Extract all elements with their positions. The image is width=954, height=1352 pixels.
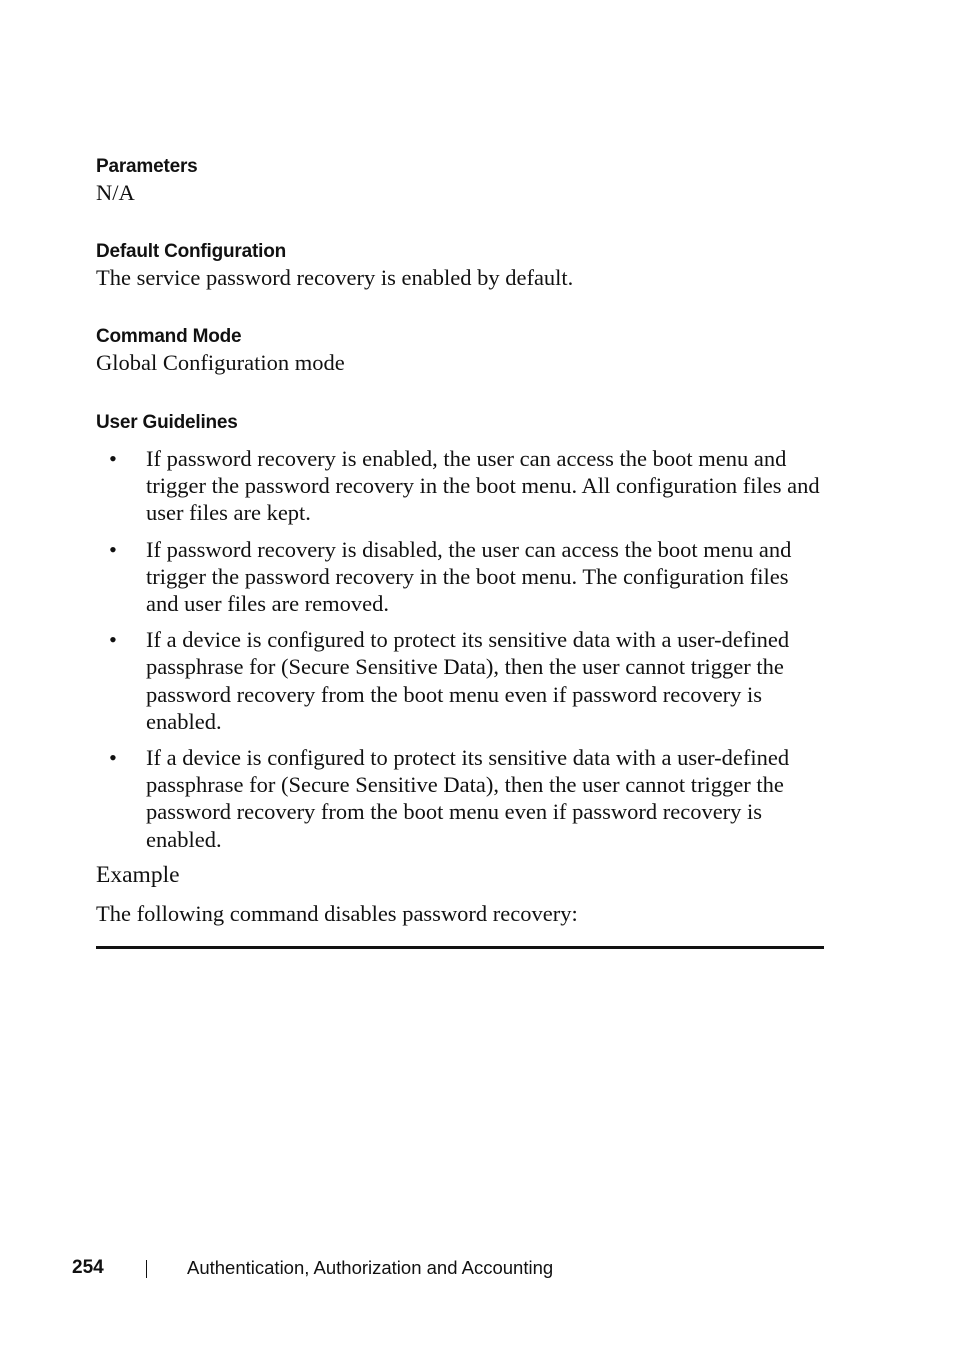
list-item-line: password recovery from the boot menu even if password recovery is xyxy=(146,681,763,707)
list-item-line: trigger the password recovery in the boot menu. All configuration files and xyxy=(146,473,820,499)
list-item-line: If password recovery is disabled, the user can access the boot menu and xyxy=(146,536,792,562)
list-item-line: If a device is configured to protect its sensitive data with a user-defined xyxy=(146,627,790,653)
example-divider xyxy=(96,946,824,949)
bullet-icon: • xyxy=(109,627,117,653)
list-item-line: and user files are removed. xyxy=(146,591,390,617)
list-item xyxy=(96,744,836,853)
user-guidelines-list xyxy=(96,445,836,862)
list-item-line: If a device is configured to protect its sensitive data with a user-defined xyxy=(146,745,790,771)
list-item xyxy=(96,626,836,735)
list-item-line: If password recovery is enabled, the user can access the boot menu and xyxy=(146,446,787,471)
bullet-icon: • xyxy=(109,745,117,771)
chapter-title: Authentication, Authorization and Accounting xyxy=(187,1257,554,1278)
list-item xyxy=(96,536,836,618)
parameters-text: N/A xyxy=(96,180,135,205)
command-mode-text: Global Configuration mode xyxy=(96,350,345,375)
default-configuration-text: The service password recovery is enabled by default. xyxy=(96,265,574,290)
list-item-line: user files are kept. xyxy=(146,500,311,526)
example-text: The following command disables password recovery: xyxy=(96,901,578,926)
page-number: 254 xyxy=(72,1257,104,1278)
list-item xyxy=(96,445,836,527)
default-configuration-heading: Default Configuration xyxy=(96,241,287,262)
bullet-icon: • xyxy=(109,536,117,562)
list-item-line: trigger the password recovery in the boot menu. The configuration files xyxy=(146,563,789,589)
command-mode-heading: Command Mode xyxy=(96,326,242,347)
parameters-heading: Parameters xyxy=(96,156,198,177)
example-heading: Example xyxy=(96,862,180,888)
list-item-line: password recovery from the boot menu even if password recovery is xyxy=(146,799,763,825)
footer-divider xyxy=(146,1260,147,1278)
list-item-line: enabled. xyxy=(146,826,222,852)
list-item-line: passphrase for (Secure Sensitive Data), then the user cannot trigger the xyxy=(146,654,784,680)
list-item-line: passphrase for (Secure Sensitive Data), then the user cannot trigger the xyxy=(146,772,784,798)
bullet-icon: • xyxy=(109,446,117,471)
list-item-line: enabled. xyxy=(146,708,222,734)
user-guidelines-heading: User Guidelines xyxy=(96,412,238,433)
